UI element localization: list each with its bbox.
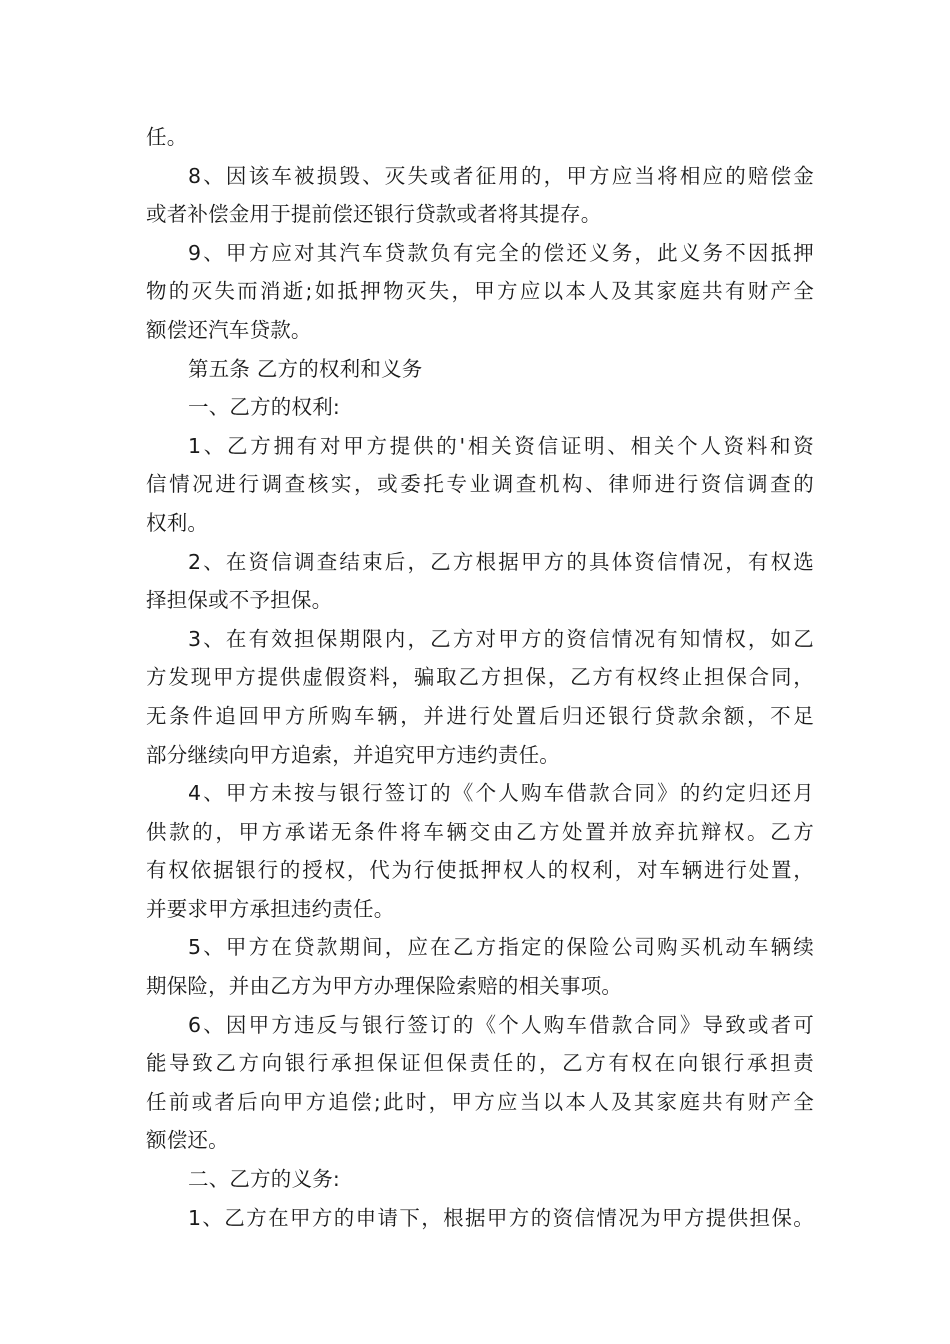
- subsection-heading: 一、乙方的权利:: [188, 395, 341, 420]
- text-line: 物的灭失而消逝;如抵押物灭失，甲方应以本人及其家庭共有财产全: [146, 279, 814, 304]
- text-line: 任前或者后向甲方追偿;此时，甲方应当以本人及其家庭共有财产全: [146, 1089, 814, 1114]
- text-line: 期保险，并由乙方为甲方办理保险索赔的相关事项。: [146, 974, 623, 999]
- text-line: 或者补偿金用于提前偿还银行贷款或者将其提存。: [146, 202, 602, 227]
- text-line: 权利。: [146, 510, 209, 535]
- text-line: 无条件追回甲方所购车辆，并进行处置后归还银行贷款余额，不足: [146, 703, 814, 728]
- text-line: 9、甲方应对其汽车贷款负有完全的偿还义务，此义务不因抵押: [188, 240, 814, 265]
- text-line: 额偿还。: [146, 1128, 229, 1153]
- text-line: 供款的，甲方承诺无条件将车辆交由乙方处置并放弃抗辩权。乙方: [146, 819, 814, 844]
- text-line: 有权依据银行的授权，代为行使抵押权人的权利，对车辆进行处置，: [146, 858, 814, 883]
- text-line: 方发现甲方提供虚假资料，骗取乙方担保，乙方有权终止担保合同，: [146, 665, 814, 690]
- text-line: 1、乙方拥有对甲方提供的'相关资信证明、相关个人资料和资: [188, 433, 814, 458]
- text-line: 4、甲方未按与银行签订的《个人购车借款合同》的约定归还月: [188, 781, 814, 806]
- text-line: 6、因甲方违反与银行签订的《个人购车借款合同》导致或者可: [188, 1012, 814, 1037]
- subsection-heading: 二、乙方的义务:: [188, 1167, 341, 1192]
- text-line: 择担保或不予担保。: [146, 588, 333, 613]
- text-line: 能导致乙方向银行承担保证但保责任的，乙方有权在向银行承担责: [146, 1051, 814, 1076]
- text-line: 信情况进行调查核实，或委托专业调查机构、律师进行资信调查的: [146, 472, 814, 497]
- text-line: 部分继续向甲方追索，并追究甲方违约责任。: [146, 742, 560, 767]
- text-line: 2、在资信调查结束后，乙方根据甲方的具体资信情况，有权选: [188, 549, 814, 574]
- text-line: 额偿还汽车贷款。: [146, 317, 312, 342]
- text-line: 并要求甲方承担违约责任。: [146, 896, 395, 921]
- text-line: 1、乙方在甲方的申请下，根据甲方的资信情况为甲方提供担保。: [188, 1205, 814, 1230]
- section-heading: 第五条 乙方的权利和义务: [188, 356, 423, 381]
- text-line: 任。: [146, 125, 188, 149]
- text-line: 3、在有效担保期限内，乙方对甲方的资信情况有知情权，如乙: [188, 626, 814, 651]
- text-line: 8、因该车被损毁、灭失或者征用的，甲方应当将相应的赔偿金: [188, 163, 814, 188]
- text-line: 5、甲方在贷款期间，应在乙方指定的保险公司购买机动车辆续: [188, 935, 814, 960]
- document-body: [146, 118, 814, 1237]
